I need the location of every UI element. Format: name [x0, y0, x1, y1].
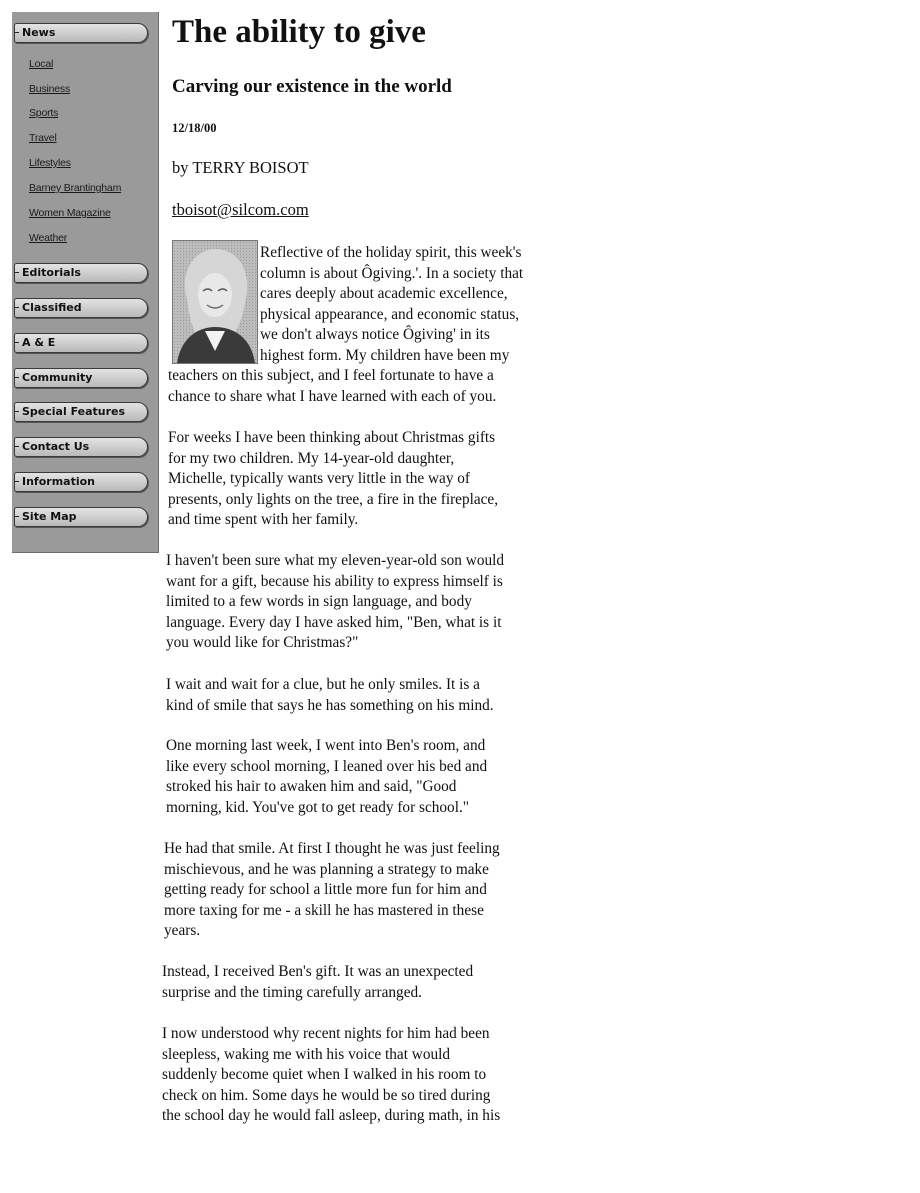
text-line: more taxing for me - a skill he has mastered in these: [164, 901, 484, 919]
sidebar-nav: [12, 12, 159, 553]
text-line: stroked his hair to awaken him and said, "Good: [166, 778, 457, 796]
text-line: mischievous, and he was planning a strategy to make: [164, 860, 489, 878]
text-line: suddenly become quiet when I walked in his room to: [162, 1066, 487, 1084]
text-line: I haven't been sure what my eleven-year-old son would: [166, 552, 505, 569]
nav-label: Editorials: [22, 266, 81, 279]
bullet-icon: [15, 516, 19, 517]
text-line: Michelle, typically wants very little in the way of: [168, 470, 471, 488]
bullet-icon: [15, 32, 19, 33]
sub-link-local[interactable]: Local: [29, 58, 54, 70]
text-line: presents, only lights on the tree, a fire in the fireplace,: [168, 490, 499, 508]
text-line: and time spent with her family.: [168, 511, 359, 529]
text-line: Instead, I received Ben's gift. It was an unexpected: [162, 963, 474, 980]
body-paragraph: [164, 839, 500, 942]
text-line: check on him. Some days he would be so tired during: [162, 1086, 491, 1104]
text-line: chance to share what I have learned with each of you.: [168, 387, 497, 405]
text-line: getting ready for school a little more fun for him and: [164, 881, 487, 899]
author-photo: [172, 240, 258, 364]
sub-link-lifestyles[interactable]: Lifestyles: [29, 157, 71, 169]
bullet-icon: [15, 342, 19, 343]
text-line: column is about Ôgiving.'. In a society that: [260, 264, 524, 282]
article-byline: by TERRY BOISOT: [172, 158, 309, 177]
text-line: One morning last week, I went into Ben's room, and: [166, 737, 486, 754]
text-line: teachers on this subject, and I feel fortunate to have a: [168, 367, 494, 384]
nav-contact-us-button[interactable]: [14, 437, 148, 457]
text-line: the school day he would fall asleep, during math, in his: [162, 1107, 501, 1125]
nav-arts-entertainment-button[interactable]: [14, 333, 148, 353]
nav-news-button[interactable]: [14, 23, 148, 43]
body-paragraph: [162, 1024, 500, 1127]
article-date: 12/18/00: [172, 121, 217, 135]
sub-link-weather[interactable]: Weather: [29, 232, 68, 244]
nav-classified-button[interactable]: [14, 298, 148, 318]
text-line: years.: [164, 922, 201, 940]
intro-paragraph-continued: [168, 366, 496, 407]
text-line: sleepless, waking me with his voice that would: [162, 1045, 451, 1063]
text-line: morning, kid. You've got to get ready for school.": [166, 798, 470, 816]
text-line: like every school morning, I leaned over his bed and: [166, 757, 488, 775]
sub-link-business[interactable]: Business: [29, 83, 71, 95]
nav-label: Community: [22, 371, 93, 384]
text-line: we don't always notice Ôgiving' in its: [260, 326, 490, 344]
text-line: physical appearance, and economic status,: [260, 305, 520, 323]
text-line: He had that smile. At first I thought he was just feeling: [164, 840, 500, 857]
text-line: I wait and wait for a clue, but he only smiles. It is a: [166, 676, 480, 693]
body-paragraph: [162, 962, 473, 1003]
text-line: limited to a few words in sign language, and body: [166, 593, 472, 611]
bullet-icon: [15, 446, 19, 447]
text-line: highest form. My children have been my: [260, 346, 510, 364]
body-paragraph: [166, 675, 494, 716]
text-line: surprise and the timing carefully arranged.: [162, 983, 422, 1001]
text-line: I now understood why recent nights for him had been: [162, 1025, 490, 1042]
bullet-icon: [15, 307, 19, 308]
bullet-icon: [15, 481, 19, 482]
text-line: For weeks I have been thinking about Christmas gifts: [168, 429, 496, 446]
nav-label: Special Features: [22, 405, 126, 418]
body-paragraph: [166, 551, 504, 654]
nav-information-button[interactable]: [14, 472, 148, 492]
bullet-icon: [15, 272, 19, 273]
sub-link-barney-brantingham[interactable]: Barney Brantingham: [29, 182, 122, 194]
sub-link-travel[interactable]: Travel: [29, 132, 57, 144]
sub-link-women-magazine[interactable]: Women Magazine: [29, 207, 111, 219]
body-paragraph: [166, 736, 487, 818]
text-line: cares deeply about academic excellence,: [260, 285, 508, 303]
nav-label: News: [22, 26, 56, 39]
text-line: you would like for Christmas?": [166, 634, 359, 652]
article-subtitle: Carving our existence in the world: [172, 76, 452, 97]
nav-label: Information: [22, 475, 95, 488]
author-email-link[interactable]: tboisot@silcom.com: [172, 200, 309, 219]
article-title: The ability to give: [172, 14, 426, 50]
nav-special-features-button[interactable]: [14, 402, 148, 422]
text-line: kind of smile that says he has something on his mind.: [166, 696, 494, 714]
nav-editorials-button[interactable]: [14, 263, 148, 283]
nav-site-map-button[interactable]: [14, 507, 148, 527]
nav-label: Contact Us: [22, 440, 90, 453]
text-line: for my two children. My 14-year-old daughter,: [168, 449, 455, 467]
body-paragraph: [168, 428, 498, 531]
text-line: Reflective of the holiday spirit, this week's: [260, 244, 522, 261]
bullet-icon: [15, 377, 19, 378]
text-line: want for a gift, because his ability to express himself is: [166, 572, 503, 590]
nav-label: Site Map: [22, 510, 77, 523]
sub-link-sports[interactable]: Sports: [29, 107, 59, 119]
nav-label: Classified: [22, 301, 82, 314]
bullet-icon: [15, 411, 19, 412]
nav-community-button[interactable]: [14, 368, 148, 388]
nav-label: A & E: [22, 336, 56, 349]
text-line: language. Every day I have asked him, "Ben, what is it: [166, 613, 502, 631]
intro-paragraph: [260, 243, 580, 367]
